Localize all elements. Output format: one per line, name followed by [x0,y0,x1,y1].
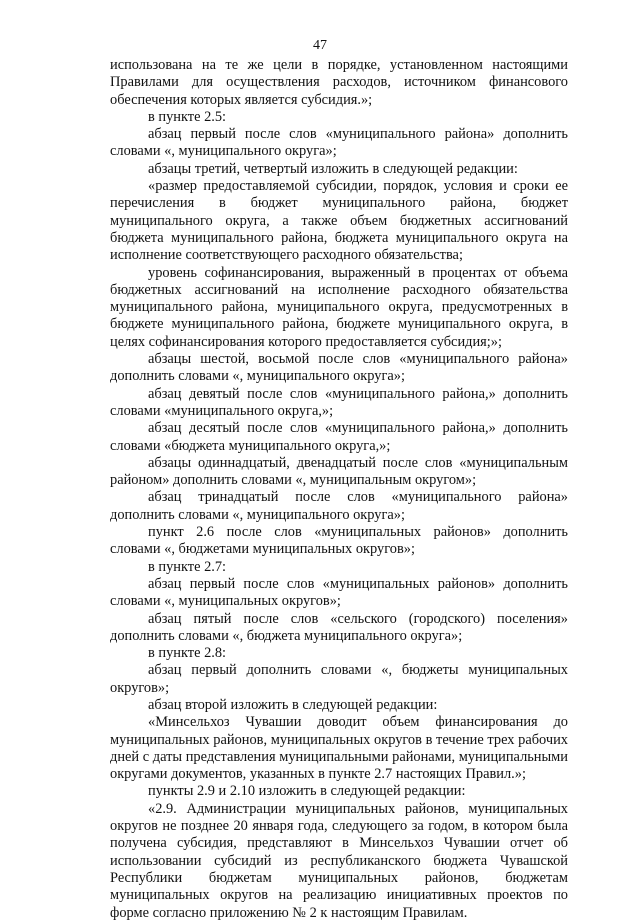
paragraph: уровень софинансирования, выраженный в процентах от объема бюджетных ассигнований на исполнение расходного обязательства муниципального района, муниципального округа, предусмотренных в бюджете муниципального района, бюджете муниципального округа, в целях софинансирования которого предоставляется субсидия;»; [110,264,568,350]
document-body [110,57,568,922]
paragraph: в пункте 2.7: [148,558,227,575]
paragraph: абзац десятый после слов «муниципального района,» дополнить словами «бюджета муниципального округа,»; [110,420,568,454]
paragraph: абзац первый после слов «муниципальных районов» дополнить словами «, муниципальных округов»; [110,575,568,610]
paragraph: «Минсельхоз Чувашии доводит объем финансирования до муниципальных районов, муниципальных округов в течение трех рабочих дней с даты представления муниципальными районами, муниципальными округами документов, указанных в пункте 2.7 настоящих Правил.»; [110,714,568,783]
paragraph: абзацы третий, четвертый изложить в следующей редакции: [148,160,518,177]
paragraph: абзац первый дополнить словами «, бюджеты муниципальных округов»; [110,662,568,696]
paragraph: абзац первый после слов «муниципального района» дополнить словами «, муниципального округа»; [110,126,568,160]
paragraph: абзацы шестой, восьмой после слов «муниципального района» дополнить словами «, муниципального округа»; [110,351,568,385]
paragraph: абзацы одиннадцатый, двенадцатый после слов «муниципальным районом» дополнить словами «, муниципальным округом»; [110,454,568,489]
paragraph: абзац тринадцатый после слов «муниципального района» дополнить словами «, муниципального округа»; [110,489,568,523]
paragraph: в пункте 2.5: [148,108,227,125]
paragraph: использована на те же цели в порядке, установленном настоящими Правилами для осуществления расходов, источником финансового обеспечения которых является субсидия.»; [110,57,568,108]
paragraph: абзац второй изложить в следующей редакции: [148,696,438,713]
paragraph: пункт 2.6 после слов «муниципальных районов» дополнить словами «, бюджетами муниципальных округов»; [110,524,568,558]
paragraph: в пункте 2.8: [148,645,227,662]
paragraph: абзац пятый после слов «сельского (городского) поселения» дополнить словами «, бюджета муниципального округа»; [110,610,568,644]
page-number: 47 [313,38,327,53]
paragraph: «2.9. Администрации муниципальных районов, муниципальных округов не позднее 20 января года, следующего за годом, в котором была получена субсидия, представляют в Минсельхоз Чувашии отчет об использовании субсидий из республиканского бюджета Чувашской Республики бюджетам муниципальных районов, бюджетам муниципальных округов на реализацию инициативных проектов по форме согласно приложению № 2 к настоящим Правилам. [110,800,568,921]
paragraph: пункты 2.9 и 2.10 изложить в следующей редакции: [148,783,466,800]
paragraph: абзац девятый после слов «муниципального района,» дополнить словами «муниципального округа,»; [110,385,568,419]
paragraph: «размер предоставляемой субсидии, порядок, условия и сроки ее перечисления в бюджет муниципального района, бюджет муниципального округа, а также объем бюджетных ассигнований бюджета муниципального района, бюджета муниципального округа на исполнение соответствующего расходного обязательства; [110,178,568,264]
